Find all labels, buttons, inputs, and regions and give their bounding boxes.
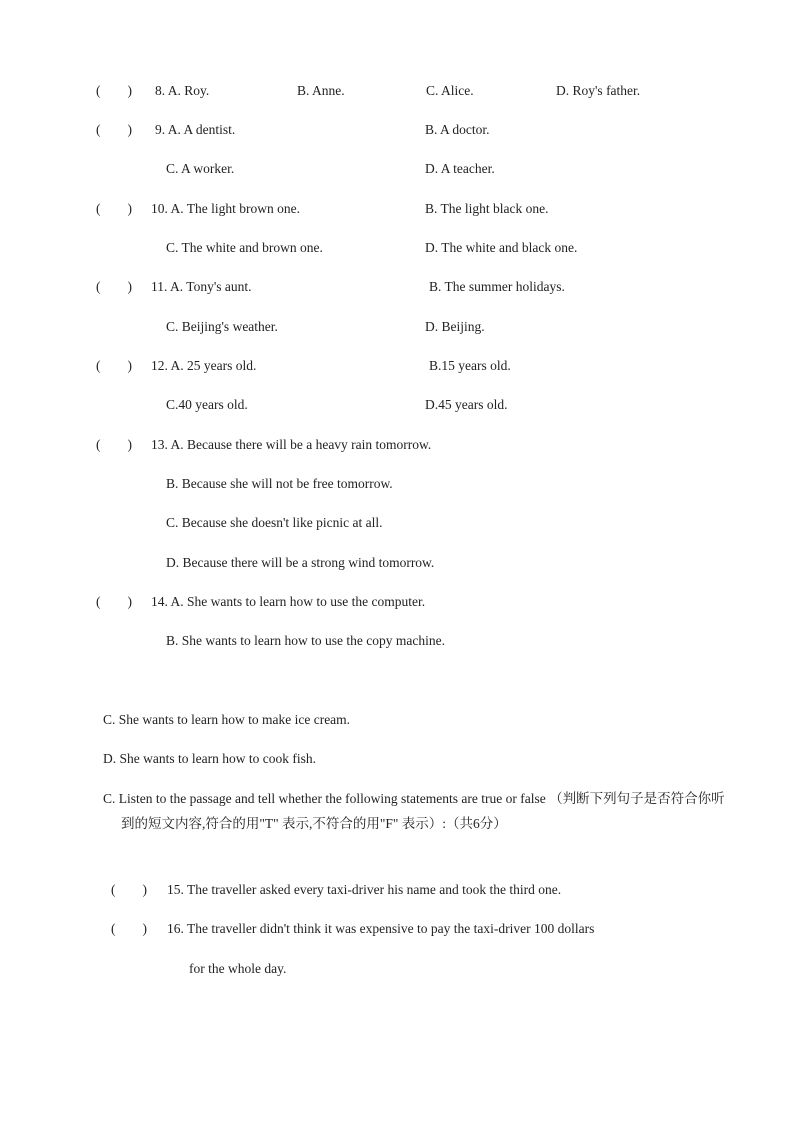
q14-option-a: 14. A. She wants to learn how to use the computer. bbox=[151, 594, 426, 609]
q13-option-a: 13. A. Because there will be a heavy rain tomorrow. bbox=[151, 437, 432, 452]
q13-option-b: B. Because she will not be free tomorrow. bbox=[166, 476, 393, 491]
q11-option-c: C. Beijing's weather. bbox=[166, 319, 278, 334]
answer-blank[interactable]: ( ) bbox=[111, 882, 147, 897]
q14-option-d: D. She wants to learn how to cook fish. bbox=[103, 751, 316, 766]
q13-option-d: D. Because there will be a strong wind tomorrow. bbox=[166, 555, 435, 570]
q9-option-c: C. A worker. bbox=[166, 161, 235, 176]
q14-option-b: B. She wants to learn how to use the copy machine. bbox=[166, 633, 445, 648]
q14-option-c: C. She wants to learn how to make ice cream. bbox=[103, 712, 351, 727]
q8-option-a: 8. A. Roy. bbox=[155, 83, 210, 98]
q9-option-b: B. A doctor. bbox=[425, 122, 490, 137]
q8-option-d: D. Roy's father. bbox=[556, 83, 641, 98]
answer-blank[interactable]: ( ) bbox=[96, 594, 132, 609]
q13-option-c: C. Because she doesn't like picnic at all. bbox=[166, 515, 383, 530]
q12-option-d: D.45 years old. bbox=[425, 397, 508, 412]
q10-option-a: 10. A. The light brown one. bbox=[151, 201, 300, 216]
answer-blank[interactable]: ( ) bbox=[96, 358, 132, 373]
q10-option-b: B. The light black one. bbox=[425, 201, 549, 216]
answer-blank[interactable]: ( ) bbox=[111, 921, 147, 936]
q9-option-d: D. A teacher. bbox=[425, 161, 495, 176]
q9-option-a: 9. A. A dentist. bbox=[155, 122, 236, 137]
q11-option-b: B. The summer holidays. bbox=[429, 279, 565, 294]
q12-option-a: 12. A. 25 years old. bbox=[151, 358, 257, 373]
answer-blank[interactable]: ( ) bbox=[96, 122, 132, 137]
q11-option-d: D. Beijing. bbox=[425, 319, 485, 334]
q11-option-a: 11. A. Tony's aunt. bbox=[151, 279, 252, 294]
q10-option-d: D. The white and black one. bbox=[425, 240, 578, 255]
q8-option-b: B. Anne. bbox=[297, 83, 345, 98]
q15-statement: 15. The traveller asked every taxi-driver his name and took the third one. bbox=[167, 882, 562, 897]
q12-option-c: C.40 years old. bbox=[166, 397, 248, 412]
q8-option-c: C. Alice. bbox=[426, 83, 474, 98]
q10-option-c: C. The white and brown one. bbox=[166, 240, 323, 255]
answer-blank[interactable]: ( ) bbox=[96, 279, 132, 294]
section-c-instructions: C. Listen to the passage and tell whether the following statements are true or false （判断下列句子是否符合你听到的短文内容,符合的用"T" 表示,不符合的用"F" 表示）:（共6分） bbox=[103, 791, 725, 831]
answer-blank[interactable]: ( ) bbox=[96, 83, 132, 98]
q12-option-b: B.15 years old. bbox=[429, 358, 511, 373]
q16-statement: 16. The traveller didn't think it was expensive to pay the taxi-driver 100 dollars bbox=[167, 921, 595, 936]
answer-blank[interactable]: ( ) bbox=[96, 201, 132, 216]
q16-statement-continued: for the whole day. bbox=[189, 961, 287, 976]
answer-blank[interactable]: ( ) bbox=[96, 437, 132, 452]
